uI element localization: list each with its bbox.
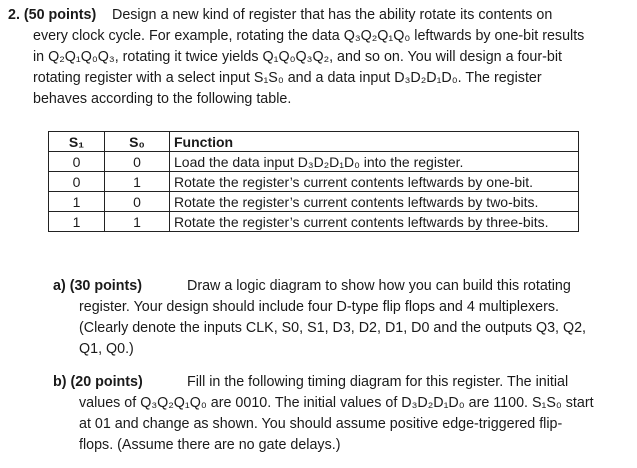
cell-s1: 0 <box>49 172 105 192</box>
part-b-line-2: values of Q₃Q₂Q₁Q₀ are 0010. The initial values of D₃D₂D₁D₀ are 1100. S₁S₀ start <box>79 395 594 411</box>
header-function: Function <box>170 132 579 152</box>
cell-function: Rotate the register’s current contents leftwards by three-bits. <box>170 212 579 232</box>
cell-s0: 0 <box>105 152 170 172</box>
part-b-line-4: flops. (Assume there are no gate delays.) <box>79 437 341 453</box>
part-a-header <box>53 277 142 295</box>
cell-s1: 1 <box>49 192 105 212</box>
table-row <box>49 172 579 192</box>
intro-line-1: Design a new kind of register that has the ability rotate its contents on <box>112 7 553 23</box>
problem-number-label: 2. <box>8 7 20 23</box>
part-a-line-4: Q1, Q0.) <box>79 341 134 357</box>
table-row <box>49 192 579 212</box>
part-b-line-3: at 01 and change as shown. You should assume positive edge-triggered flip- <box>79 416 563 432</box>
part-b-line-1: Fill in the following timing diagram for this register. The initial <box>187 374 569 390</box>
function-table <box>48 131 579 232</box>
cell-s1: 0 <box>49 152 105 172</box>
intro-line-2: every clock cycle. For example, rotating the data Q₃Q₂Q₁Q₀ leftwards by one-bit results <box>33 28 585 44</box>
problem-points: (50 points) <box>23 7 97 23</box>
part-a-label: a) <box>53 278 66 294</box>
cell-function: Rotate the register’s current contents leftwards by two-bits. <box>170 192 579 212</box>
problem-number <box>8 6 96 24</box>
part-a-line-1: Draw a logic diagram to show how you can build this rotating <box>187 278 571 294</box>
cell-function: Rotate the register’s current contents leftwards by one-bit. <box>170 172 579 192</box>
cell-s0: 1 <box>105 172 170 192</box>
intro-line-5: behaves according to the following table. <box>33 91 292 107</box>
table-header-row <box>49 132 579 152</box>
part-a-line-2: register. Your design should include four D-type flip flops and 4 multiplexers. <box>79 299 560 315</box>
intro-line-4: rotating register with a select input S₁S₀ and a data input D₃D₂D₁D₀. The register <box>33 70 542 86</box>
table-row <box>49 152 579 172</box>
part-b-header <box>53 373 143 391</box>
intro-line-3: in Q₂Q₁Q₀Q₃, rotating it twice yields Q₁Q₀Q₃Q₂, and so on. You will design a four-bit <box>33 49 562 65</box>
header-s0: S₀ <box>105 132 170 152</box>
table-row <box>49 212 579 232</box>
part-a-line-3: (Clearly denote the inputs CLK, S0, S1, D3, D2, D1, D0 and the outputs Q3, Q2, <box>79 320 587 336</box>
header-s1: S₁ <box>49 132 105 152</box>
part-a-points: (30 points) <box>69 278 142 294</box>
part-b-label: b) <box>53 374 67 390</box>
cell-s0: 1 <box>105 212 170 232</box>
cell-s1: 1 <box>49 212 105 232</box>
cell-s0: 0 <box>105 192 170 212</box>
cell-function: Load the data input D₃D₂D₁D₀ into the register. <box>170 152 579 172</box>
part-b-points: (20 points) <box>70 374 143 390</box>
